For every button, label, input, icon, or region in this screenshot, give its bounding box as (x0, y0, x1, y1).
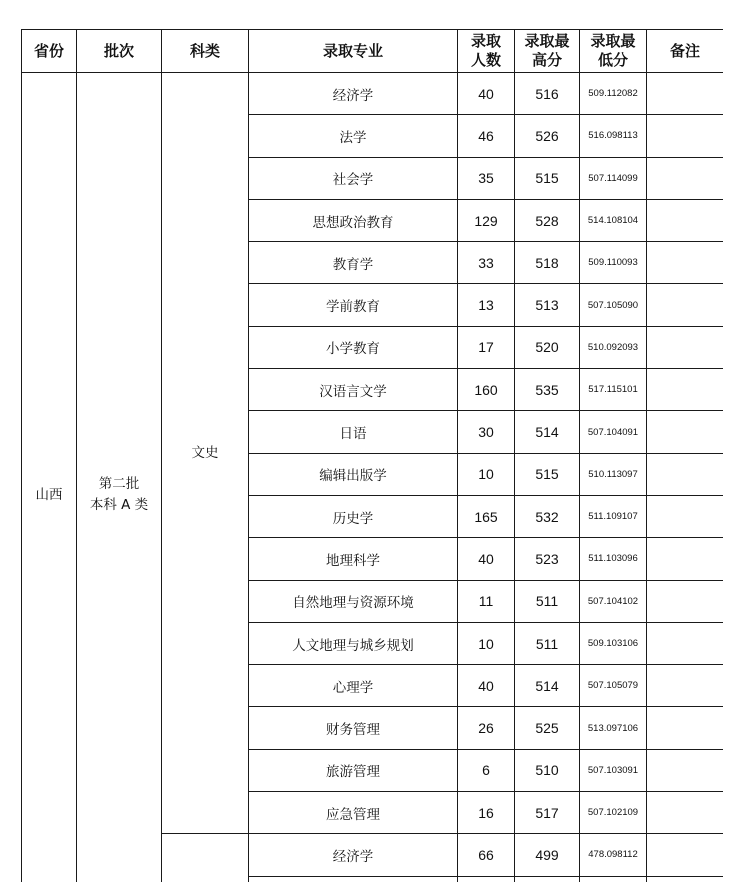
max-score-cell: 523 (515, 538, 580, 580)
max-score-cell: 514 (515, 665, 580, 707)
count-cell: 17 (458, 326, 515, 368)
note-cell (647, 792, 724, 834)
batch-cell (77, 73, 162, 882)
category-cell: 文史 (162, 73, 249, 834)
note-cell (647, 369, 724, 411)
count-cell: 129 (458, 199, 515, 241)
count-cell: 160 (458, 369, 515, 411)
count-cell: 10 (458, 622, 515, 664)
major-cell: 财务管理 (249, 707, 458, 749)
count-cell: 6 (458, 749, 515, 791)
min-score-cell: 507.114099 (580, 157, 647, 199)
header-min-line2: 低分 (597, 51, 628, 69)
max-score-cell: 515 (515, 157, 580, 199)
min-score-cell: 478.098112 (580, 834, 647, 876)
header-major: 录取专业 (249, 30, 458, 73)
admission-table (21, 29, 723, 882)
count-cell: 26 (458, 707, 515, 749)
min-score-cell: 509.110093 (580, 242, 647, 284)
count-cell: 10 (458, 453, 515, 495)
major-cell: 汉语言文学 (249, 369, 458, 411)
min-score-cell: 510.113097 (580, 453, 647, 495)
major-cell: 日语 (249, 411, 458, 453)
major-cell: 编辑出版学 (249, 453, 458, 495)
count-cell: 33 (458, 242, 515, 284)
max-score-cell: 525 (515, 707, 580, 749)
max-score-cell: 499 (515, 834, 580, 876)
header-row (22, 30, 724, 73)
note-cell (647, 284, 724, 326)
note-cell (647, 622, 724, 664)
min-score-cell: 507.105090 (580, 284, 647, 326)
note-cell (647, 242, 724, 284)
note-cell (647, 749, 724, 791)
min-score-cell: 509.103106 (580, 622, 647, 664)
max-score-cell: 532 (515, 495, 580, 537)
max-score-cell: 513 (515, 284, 580, 326)
major-cell: 法学 (249, 115, 458, 157)
note-cell (647, 834, 724, 876)
min-score-cell: 517.115101 (580, 369, 647, 411)
major-cell: 自然地理与资源环境 (249, 580, 458, 622)
header-min (580, 30, 647, 73)
header-batch: 批次 (77, 30, 162, 73)
note-cell (647, 495, 724, 537)
count-cell: 66 (458, 834, 515, 876)
max-score-cell: 526 (515, 115, 580, 157)
major-cell: 旅游管理 (249, 749, 458, 791)
header-max-line2: 高分 (531, 51, 562, 69)
header-category: 科类 (162, 30, 249, 73)
min-score-cell: 507.104102 (580, 580, 647, 622)
major-cell: 经济学 (249, 73, 458, 115)
count-cell: 40 (458, 538, 515, 580)
max-score-cell: 510 (515, 749, 580, 791)
note-cell (647, 538, 724, 580)
header-max-line1: 录取最 (524, 32, 570, 50)
major-cell: 经济学 (249, 834, 458, 876)
major-cell: 地理科学 (249, 538, 458, 580)
major-cell: 历史学 (249, 495, 458, 537)
batch-line2: 本科 A 类 (89, 497, 149, 514)
note-cell (647, 157, 724, 199)
min-score-cell: 507.103091 (580, 749, 647, 791)
major-cell: 小学教育 (249, 326, 458, 368)
count-cell: 11 (458, 580, 515, 622)
count-cell: 46 (458, 115, 515, 157)
max-score-cell: 520 (515, 326, 580, 368)
header-min-line1: 录取最 (590, 32, 636, 50)
count-cell: 35 (458, 157, 515, 199)
max-score-cell: 518 (515, 242, 580, 284)
header-province: 省份 (22, 30, 77, 73)
admission-table-container (21, 29, 723, 882)
note-cell (647, 707, 724, 749)
header-count-line2: 人数 (470, 51, 501, 69)
min-score-cell: 509.112082 (580, 73, 647, 115)
min-score-cell: 516.098113 (580, 115, 647, 157)
header-count-line1: 录取 (470, 32, 501, 50)
note-cell (647, 326, 724, 368)
major-cell: 学前教育 (249, 284, 458, 326)
max-score-cell: 535 (515, 369, 580, 411)
major-cell: 教育学 (249, 242, 458, 284)
note-cell (647, 199, 724, 241)
batch-line1: 第二批 (98, 476, 140, 493)
major-cell: 应急管理 (249, 792, 458, 834)
count-cell (458, 876, 515, 882)
note-cell (647, 665, 724, 707)
max-score-cell (515, 876, 580, 882)
count-cell: 40 (458, 665, 515, 707)
min-score-cell: 511.109107 (580, 495, 647, 537)
note-cell (647, 876, 724, 882)
major-cell: 社会学 (249, 157, 458, 199)
major-cell (249, 876, 458, 882)
min-score-cell: 510.092093 (580, 326, 647, 368)
min-score-cell: 511.103096 (580, 538, 647, 580)
table-row (22, 73, 724, 115)
count-cell: 40 (458, 73, 515, 115)
province-cell: 山西 (22, 73, 77, 882)
max-score-cell: 517 (515, 792, 580, 834)
count-cell: 165 (458, 495, 515, 537)
header-count (458, 30, 515, 73)
min-score-cell: 513.097106 (580, 707, 647, 749)
note-cell (647, 580, 724, 622)
max-score-cell: 511 (515, 622, 580, 664)
min-score-cell: 507.104091 (580, 411, 647, 453)
count-cell: 16 (458, 792, 515, 834)
count-cell: 30 (458, 411, 515, 453)
min-score-cell: 507.102109 (580, 792, 647, 834)
note-cell (647, 453, 724, 495)
max-score-cell: 511 (515, 580, 580, 622)
note-cell (647, 411, 724, 453)
max-score-cell: 515 (515, 453, 580, 495)
major-cell: 思想政治教育 (249, 199, 458, 241)
max-score-cell: 514 (515, 411, 580, 453)
min-score-cell: 507.105079 (580, 665, 647, 707)
note-cell (647, 73, 724, 115)
max-score-cell: 528 (515, 199, 580, 241)
header-note: 备注 (647, 30, 724, 73)
note-cell (647, 115, 724, 157)
major-cell: 人文地理与城乡规划 (249, 622, 458, 664)
min-score-cell (580, 876, 647, 882)
count-cell: 13 (458, 284, 515, 326)
max-score-cell: 516 (515, 73, 580, 115)
header-max (515, 30, 580, 73)
major-cell: 心理学 (249, 665, 458, 707)
category-cell-2 (162, 834, 249, 882)
min-score-cell: 514.108104 (580, 199, 647, 241)
